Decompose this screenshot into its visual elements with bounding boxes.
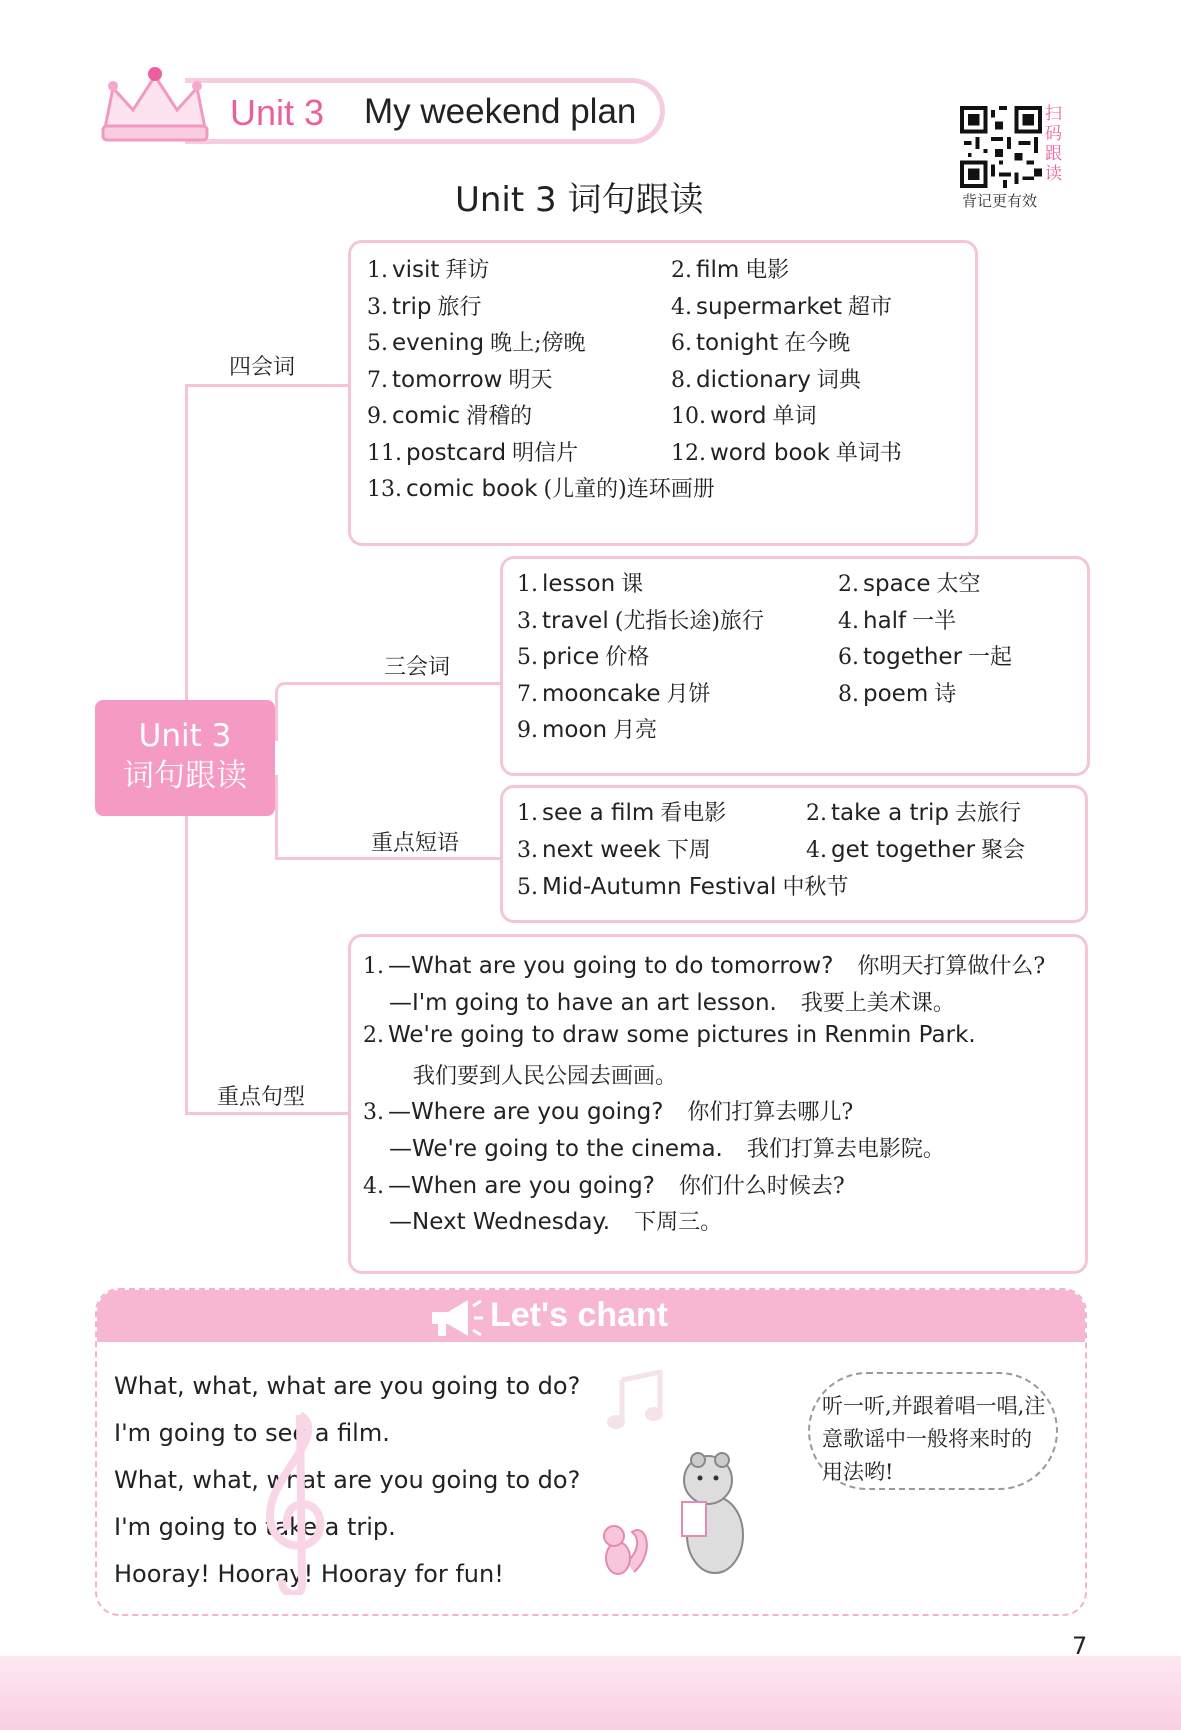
sentence-en: —When are you going? bbox=[388, 1172, 655, 1199]
page-number: 7 bbox=[1072, 1632, 1088, 1660]
phrase-item-zh: 看电影 bbox=[660, 801, 727, 826]
chant-line: I'm going to take a trip. bbox=[114, 1513, 396, 1541]
phrase-item-zh: 去旅行 bbox=[954, 801, 1021, 826]
word-item-n: 12. bbox=[671, 440, 706, 466]
word-item-zh: 价格 bbox=[605, 645, 650, 670]
center-badge-line2: 词句跟读 bbox=[123, 758, 247, 794]
sentence-en: —We're going to the cinema. bbox=[389, 1136, 723, 1162]
word-item-n: 1. bbox=[367, 258, 388, 283]
sentence-n: 4. bbox=[363, 1173, 384, 1199]
word-item-en: comic bbox=[392, 403, 461, 429]
word-item-zh: 在今晚 bbox=[784, 331, 851, 356]
word-item-en: poem bbox=[863, 680, 929, 707]
word-item-en: together bbox=[863, 644, 963, 670]
sentence-zh: 我们要到人民公园去画画。 bbox=[413, 1063, 678, 1089]
key-phrases-box bbox=[500, 785, 1088, 923]
word-item-zh: 旅行 bbox=[437, 294, 482, 320]
unit-label: Unit 3 bbox=[230, 92, 325, 133]
music-note-icon bbox=[606, 1370, 666, 1432]
sentence-zh: 我要上美术课。 bbox=[800, 990, 955, 1016]
word-item-zh: 晚上;傍晚 bbox=[490, 331, 586, 356]
word-item-en: tomorrow bbox=[392, 366, 503, 393]
sentence-line bbox=[385, 1132, 945, 1163]
squirrel-icon bbox=[596, 1512, 652, 1578]
word-item-n: 2. bbox=[671, 258, 692, 283]
word-item-en: lesson bbox=[542, 571, 616, 597]
phrase-item-zh: 中秋节 bbox=[782, 875, 849, 900]
word-item-n: 5. bbox=[517, 645, 538, 670]
sentence-zh: 你们什么时候去? bbox=[678, 1173, 845, 1199]
word-item-en: word bbox=[710, 403, 767, 429]
word-item-n: 11. bbox=[367, 440, 402, 466]
word-item-n: 1. bbox=[517, 572, 538, 597]
phrase-item bbox=[517, 796, 726, 827]
word-item-en: trip bbox=[392, 293, 432, 320]
sentence-line bbox=[363, 1169, 845, 1200]
sentence-en: —Where are you going? bbox=[388, 1099, 664, 1126]
phrase-item-en: Mid-Autumn Festival bbox=[542, 874, 777, 900]
word-item bbox=[367, 290, 481, 321]
sentence-en: —Next Wednesday. bbox=[389, 1209, 611, 1236]
word-item-n: 9. bbox=[517, 718, 538, 743]
sentence-n: 1. bbox=[363, 954, 384, 979]
word-item-zh: 月亮 bbox=[613, 718, 658, 743]
label-key-phrases: 重点短语 bbox=[371, 831, 460, 856]
three-skill-words-box bbox=[500, 556, 1090, 776]
word-item-zh: 一半 bbox=[912, 608, 957, 634]
word-item-n: 8. bbox=[671, 367, 692, 393]
word-item-zh: 单词 bbox=[772, 404, 817, 429]
sentence-zh: 我们打算去电影院。 bbox=[746, 1137, 945, 1162]
sentence-line bbox=[363, 949, 1045, 980]
word-item-en: supermarket bbox=[696, 293, 842, 320]
word-item-n: 3. bbox=[517, 608, 538, 634]
word-item bbox=[367, 399, 532, 430]
word-item bbox=[517, 567, 643, 598]
word-item-en: word book bbox=[710, 439, 830, 466]
word-item-zh: (儿童的)连环画册 bbox=[543, 477, 715, 502]
chant-line: What, what, what are you going to do? bbox=[114, 1466, 581, 1494]
phrase-item bbox=[517, 833, 711, 864]
branch-line-phrases-h bbox=[345, 857, 500, 860]
word-item-n: 13. bbox=[367, 477, 402, 502]
bottom-band bbox=[0, 1656, 1181, 1730]
word-item-zh: 明信片 bbox=[512, 440, 579, 466]
word-item-en: space bbox=[863, 571, 931, 597]
branch-line-phrases bbox=[275, 775, 348, 860]
word-item-en: half bbox=[863, 607, 907, 634]
phrase-item-n: 5. bbox=[517, 875, 538, 900]
word-item bbox=[671, 290, 892, 321]
word-item-en: visit bbox=[392, 257, 440, 283]
sentence-en: —What are you going to do tomorrow? bbox=[388, 953, 834, 979]
phrase-item-en: next week bbox=[542, 837, 661, 863]
branch-line-four bbox=[185, 384, 348, 387]
key-sentences-box bbox=[348, 934, 1088, 1274]
word-item-n: 6. bbox=[838, 645, 859, 670]
word-item bbox=[517, 604, 764, 635]
sentence-line bbox=[385, 1059, 677, 1090]
word-item-en: moon bbox=[542, 717, 608, 743]
phrase-item-en: take a trip bbox=[831, 800, 949, 826]
word-item bbox=[367, 436, 578, 467]
word-item-zh: 诗 bbox=[934, 681, 957, 707]
phrase-item-zh: 下周 bbox=[666, 838, 711, 863]
sentence-line bbox=[385, 986, 955, 1017]
sentence-line bbox=[363, 1095, 853, 1126]
word-item bbox=[838, 677, 956, 708]
word-item-zh: 一起 bbox=[968, 645, 1013, 670]
word-item bbox=[671, 363, 861, 394]
word-item-n: 5. bbox=[367, 331, 388, 356]
word-item-en: comic book bbox=[406, 476, 538, 502]
crown-icon bbox=[95, 58, 215, 148]
sentence-line bbox=[363, 1022, 1000, 1048]
bear-icon bbox=[660, 1440, 760, 1580]
phrase-item bbox=[806, 796, 1021, 827]
sentence-n: 3. bbox=[363, 1100, 384, 1126]
word-item-zh: 滑稽的 bbox=[466, 404, 533, 429]
word-item bbox=[838, 604, 956, 635]
center-badge bbox=[95, 700, 275, 816]
four-skill-words-box bbox=[348, 240, 978, 546]
word-item bbox=[367, 472, 715, 503]
page-title: Unit 3 词句跟读 bbox=[455, 180, 704, 220]
sentence-zh: 下周三。 bbox=[634, 1210, 723, 1236]
word-item bbox=[367, 326, 585, 357]
word-item bbox=[367, 363, 552, 394]
sentence-en: We're going to draw some pictures in Renmin Park. bbox=[388, 1022, 976, 1049]
word-item-zh: 月饼 bbox=[666, 681, 711, 707]
word-item bbox=[838, 567, 981, 598]
word-item-en: postcard bbox=[406, 439, 507, 466]
word-item bbox=[671, 399, 817, 430]
word-item bbox=[367, 253, 489, 284]
chant-line: Hooray! Hooray! Hooray for fun! bbox=[114, 1560, 504, 1588]
word-item bbox=[517, 640, 649, 671]
word-item-en: mooncake bbox=[542, 680, 661, 707]
megaphone-icon bbox=[428, 1298, 484, 1338]
word-item-zh: 太空 bbox=[936, 572, 981, 597]
chant-title: Let's chant bbox=[490, 1296, 669, 1334]
label-three-skill-words: 三会词 bbox=[384, 655, 451, 680]
word-item bbox=[838, 640, 1012, 671]
phrase-item bbox=[517, 870, 848, 901]
word-item-n: 7. bbox=[517, 681, 538, 707]
branch-line-three bbox=[275, 682, 348, 741]
word-item-n: 3. bbox=[367, 294, 388, 320]
word-item-en: price bbox=[542, 644, 600, 670]
word-item-zh: 单词书 bbox=[835, 440, 902, 466]
phrase-item-n: 1. bbox=[517, 801, 538, 826]
word-item-en: tonight bbox=[696, 330, 779, 356]
word-item bbox=[517, 713, 657, 744]
word-item-en: film bbox=[696, 257, 740, 283]
word-item-zh: 拜访 bbox=[445, 258, 490, 283]
branch-line-sentences bbox=[185, 1112, 348, 1115]
phrase-item-n: 3. bbox=[517, 838, 538, 863]
word-item-en: dictionary bbox=[696, 366, 811, 393]
phrase-item-n: 4. bbox=[806, 838, 827, 863]
word-item-zh: 电影 bbox=[745, 258, 790, 283]
sentence-zh: 你明天打算做什么? bbox=[857, 954, 1046, 979]
word-item-en: evening bbox=[392, 330, 485, 356]
word-item bbox=[671, 253, 789, 284]
word-item-zh: 词典 bbox=[816, 367, 861, 393]
word-item bbox=[517, 677, 711, 708]
branch-line-three-h bbox=[345, 682, 500, 685]
sentence-n: 2. bbox=[363, 1023, 384, 1049]
word-item-n: 10. bbox=[671, 404, 706, 429]
phrase-item-n: 2. bbox=[806, 801, 827, 826]
label-four-skill-words: 四会词 bbox=[229, 355, 296, 380]
unit-title: My weekend plan bbox=[364, 92, 637, 131]
sentence-zh: 你们打算去哪儿? bbox=[687, 1100, 854, 1126]
sentence-en: —I'm going to have an art lesson. bbox=[389, 989, 777, 1016]
word-item-zh: (尤指长途)旅行 bbox=[614, 608, 764, 634]
qr-side-text: 扫码跟读 bbox=[1045, 104, 1062, 184]
phrase-item-en: get together bbox=[831, 837, 976, 863]
phrase-item-zh: 聚会 bbox=[981, 838, 1026, 863]
word-item-n: 6. bbox=[671, 331, 692, 356]
chant-line: I'm going to see a film. bbox=[114, 1419, 390, 1447]
word-item bbox=[671, 436, 902, 467]
word-item-n: 4. bbox=[671, 294, 692, 320]
label-key-sentences: 重点句型 bbox=[217, 1085, 306, 1110]
phrase-item-en: see a film bbox=[542, 800, 655, 826]
center-badge-line1: Unit 3 bbox=[138, 718, 232, 754]
word-item-en: travel bbox=[542, 607, 609, 634]
speech-bubble-text: 听一听,并跟着唱一唱,注意歌谣中一般将来时的用法哟! bbox=[822, 1394, 1046, 1484]
qr-code-icon[interactable] bbox=[960, 106, 1042, 188]
treble-clef-icon bbox=[250, 1405, 340, 1595]
word-item-n: 7. bbox=[367, 367, 388, 393]
word-item-zh: 课 bbox=[621, 572, 644, 597]
word-item-n: 8. bbox=[838, 681, 859, 707]
word-item-n: 9. bbox=[367, 404, 388, 429]
qr-caption: 背记更有效 bbox=[962, 192, 1038, 210]
phrase-item bbox=[806, 833, 1025, 864]
sentence-line bbox=[385, 1205, 722, 1236]
word-item-zh: 明天 bbox=[508, 367, 553, 393]
word-item-zh: 超市 bbox=[848, 294, 893, 320]
chant-line: What, what, what are you going to do? bbox=[114, 1372, 581, 1400]
word-item bbox=[671, 326, 850, 357]
word-item-n: 4. bbox=[838, 608, 859, 634]
word-item-n: 2. bbox=[838, 572, 859, 597]
